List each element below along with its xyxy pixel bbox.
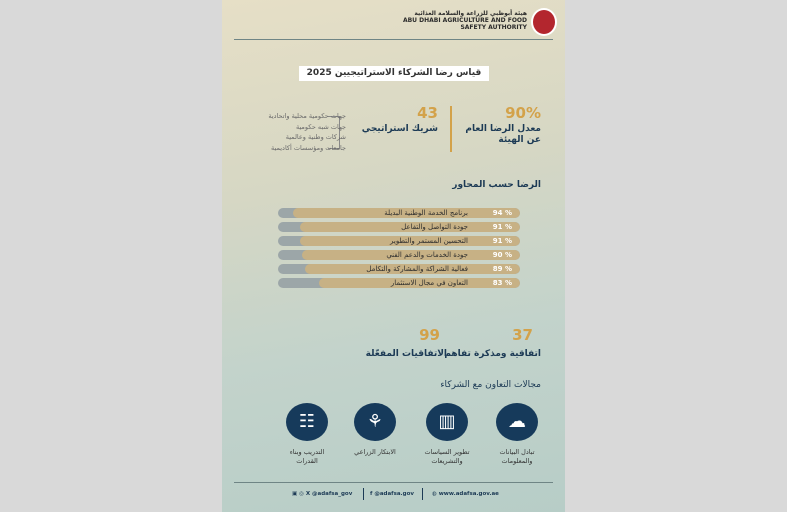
cloud-exchange-icon: ☁ bbox=[496, 403, 538, 441]
active-label: الاتفاقيات المفعّلة bbox=[365, 349, 447, 359]
social-text: @adafsa_gov bbox=[311, 491, 353, 497]
facebook-icon: f bbox=[370, 491, 375, 497]
axis-label: جودة التواصل والتفاعل bbox=[401, 223, 468, 231]
satisfaction-value: 90% bbox=[505, 104, 541, 122]
axis-label: التعاون في مجال الاستثمار bbox=[390, 279, 468, 287]
axis-percent: 89 % bbox=[492, 265, 512, 273]
area-label-2: والمعلومات bbox=[501, 457, 533, 465]
partner-type: جهات حكومية محلية واتحادية bbox=[268, 112, 346, 120]
area-label-1: تطوير السياسات bbox=[424, 448, 470, 456]
satisfaction-label-1: معدل الرضا العام bbox=[465, 124, 541, 134]
footer-sep bbox=[363, 488, 364, 500]
org-name-en-1: ABU DHABI AGRICULTURE AND FOOD bbox=[402, 17, 527, 24]
areas-title: مجالات التعاون مع الشركاء bbox=[440, 380, 541, 390]
axis-percent: 94 % bbox=[492, 209, 512, 217]
area-label-1: التدريب وبناء bbox=[289, 448, 325, 456]
area-label-1: تبادل البيانات bbox=[499, 448, 535, 456]
axis-bar bbox=[278, 278, 520, 288]
partners-label: شريك استراتيجي bbox=[361, 124, 438, 134]
page-title: قياس رضا الشركاء الاستراتيجيين 2025 bbox=[299, 66, 489, 81]
axis-bar bbox=[278, 236, 520, 246]
axis-bar bbox=[278, 222, 520, 232]
youtube-instagram-x-icons: ▣ ◎ X bbox=[292, 491, 312, 497]
axes-title: الرضا حسب المحاور bbox=[452, 180, 541, 190]
org-name-ar: هيئة أبوظبي للزراعة والسلامة الغذائية bbox=[414, 10, 527, 17]
area-label-2: والتشريعات bbox=[431, 457, 463, 465]
mou-value: 37 bbox=[512, 326, 533, 344]
area-label bbox=[417, 448, 477, 466]
kpi-divider bbox=[450, 106, 452, 152]
satisfaction-label bbox=[465, 124, 541, 146]
org-name bbox=[403, 10, 527, 31]
axis-label: التحسين المستمر والتطوير bbox=[390, 237, 468, 245]
axis-bar bbox=[278, 208, 520, 218]
org-name-en-2: SAFETY AUTHORITY bbox=[460, 24, 527, 31]
globe-icon: ◍ bbox=[432, 491, 439, 497]
axis-label: فعالية الشراكة والمشاركة والتكامل bbox=[366, 265, 468, 273]
area-label bbox=[277, 448, 337, 466]
social-links[interactable] bbox=[292, 491, 352, 497]
website-text: www.adafsa.gov.ae bbox=[438, 491, 499, 497]
facebook-link[interactable] bbox=[370, 491, 414, 497]
area-label-2: القدرات bbox=[296, 457, 318, 465]
axis-percent: 90 % bbox=[492, 251, 512, 259]
footer-sep bbox=[422, 488, 423, 500]
header-divider bbox=[234, 39, 553, 40]
partners-value: 43 bbox=[417, 104, 438, 122]
active-value: 99 bbox=[419, 326, 440, 344]
mou-label: اتفاقية ومذكرة تفاهم bbox=[444, 349, 541, 359]
satisfaction-label-2: عن الهيئة bbox=[498, 135, 541, 145]
infographic bbox=[222, 0, 565, 512]
training-icon: ☷ bbox=[286, 403, 328, 441]
partner-type: شركات وطنية وعالمية bbox=[285, 133, 346, 141]
website[interactable] bbox=[432, 491, 499, 497]
axis-bar bbox=[278, 264, 520, 274]
plant-tube-icon: ⚘ bbox=[354, 403, 396, 441]
axis-label: جودة الخدمات والدعم الفني bbox=[386, 251, 468, 259]
partner-type: جهات شبه حكومية bbox=[295, 122, 346, 131]
area-label-1: الابتكار الزراعي bbox=[354, 448, 396, 456]
footer-divider bbox=[234, 482, 553, 483]
axis-percent: 83 % bbox=[492, 279, 512, 287]
axis-bar bbox=[278, 250, 520, 260]
area-label bbox=[487, 448, 547, 466]
partner-type: جامعات ومؤسسات أكاديمية bbox=[271, 143, 346, 152]
axis-percent: 91 % bbox=[492, 223, 512, 231]
area-label bbox=[345, 448, 405, 457]
facebook-text: @adafsa.gov bbox=[374, 491, 414, 497]
binders-icon: ▥ bbox=[426, 403, 468, 441]
axis-percent: 91 % bbox=[492, 237, 512, 245]
axis-label: برنامج الخدمة الوطنية البديلة bbox=[384, 209, 468, 217]
adafsa-logo bbox=[531, 8, 557, 36]
partner-types bbox=[236, 111, 346, 153]
